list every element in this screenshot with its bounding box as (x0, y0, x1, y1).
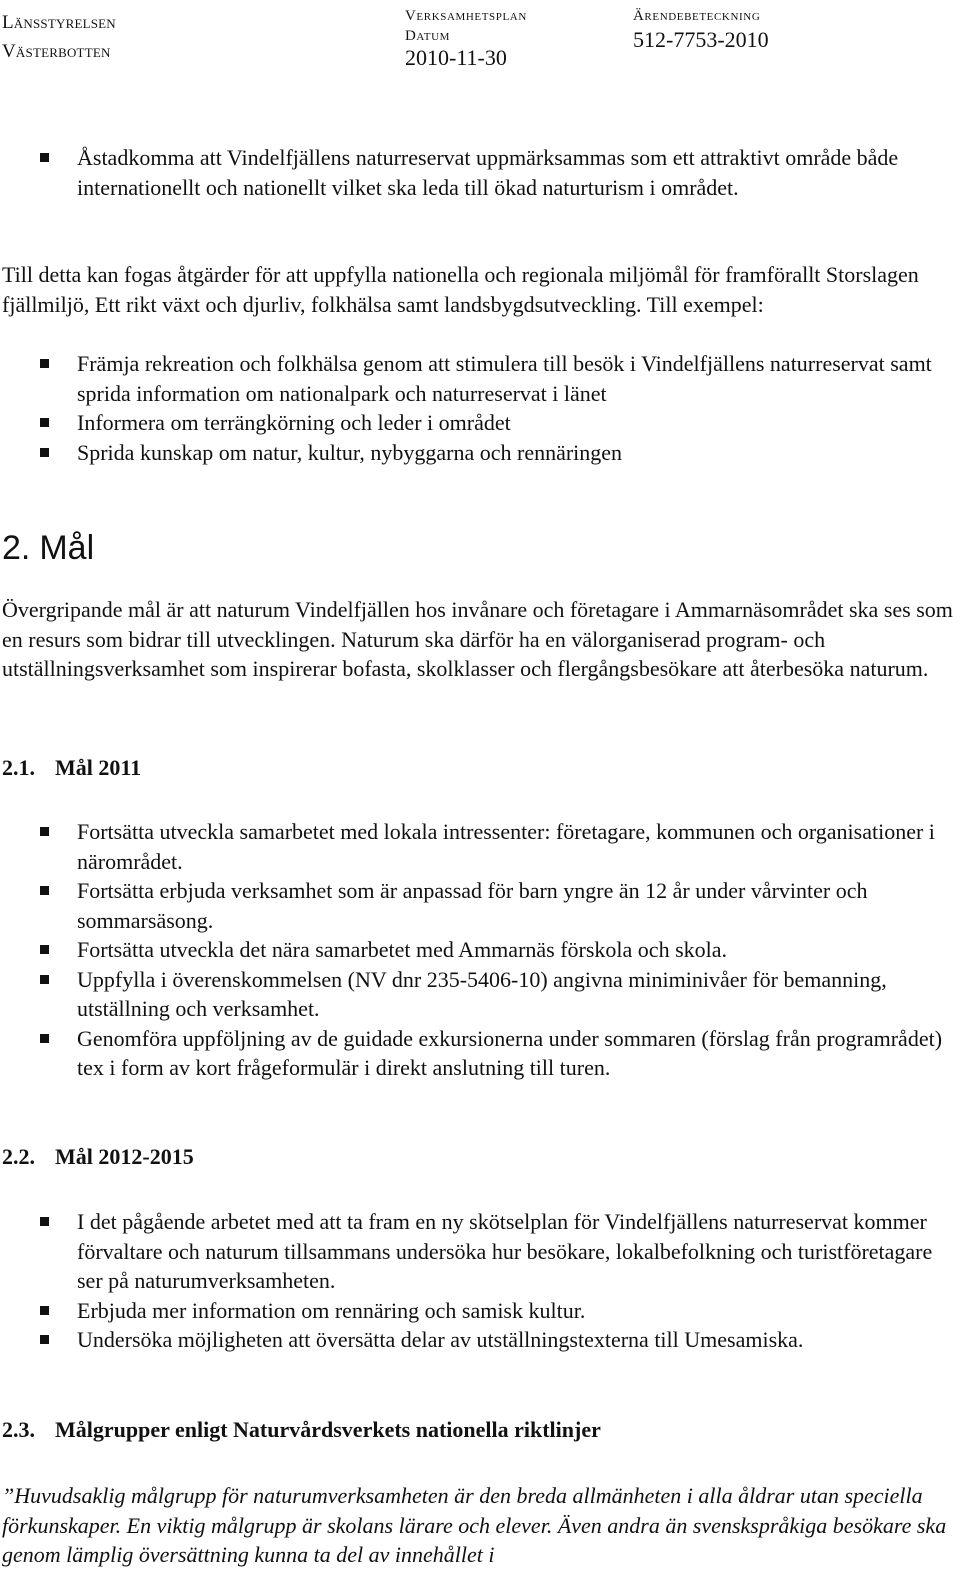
square-bullet-icon (40, 827, 49, 836)
heading-number: 2.1. (2, 755, 35, 780)
goals-2012-2015-list (2, 1207, 958, 1355)
org-line-1: Länsstyrelsen (2, 12, 116, 33)
list-item (2, 876, 958, 935)
date-label: Datum (405, 28, 451, 44)
square-bullet-icon (40, 1034, 49, 1043)
list-item (2, 965, 958, 1024)
list-item-text: Sprida kunskap om natur, kultur, nybyggarna och rennäringen (77, 439, 623, 465)
square-bullet-icon (40, 448, 49, 457)
list-item (2, 349, 958, 408)
list-item (2, 1325, 958, 1355)
square-bullet-icon (40, 153, 49, 162)
square-bullet-icon (40, 1217, 49, 1226)
guideline-quote: ”Huvudsaklig målgrupp för naturumverksamheten är den breda allmänheten i alla åldrar utan speciella förkunskaper. En viktig målgrupp är skolans lärare och elever. Även andra än svenskspråkiga besökare ska genom lämplig översättning kunna ta del av innehållet i (2, 1483, 947, 1567)
org-line-2: Västerbotten (2, 41, 111, 62)
list-item (2, 1207, 958, 1296)
list-item (2, 408, 958, 438)
paragraph-miljomal: Till detta kan fogas åtgärder för att uppfylla nationella och regionala miljömål för framförallt Storslagen fjällmiljö, Ett rikt växt och djurliv, folkhälsa samt landsbygdsutveckling. Till exempel: (2, 262, 919, 317)
section-heading-2-1 (2, 753, 141, 782)
square-bullet-icon (40, 1306, 49, 1315)
doc-type-label: Verksamhetsplan (405, 8, 527, 24)
case-value: 512-7753-2010 (633, 27, 769, 52)
square-bullet-icon (40, 886, 49, 895)
list-item-text: Fortsätta utveckla det nära samarbetet med Ammarnäs förskola och skola. (77, 937, 728, 962)
header-case-info (633, 8, 769, 53)
heading-title: Mål (39, 529, 95, 567)
square-bullet-icon (40, 975, 49, 984)
heading-title: Mål 2011 (55, 755, 142, 780)
list-item (2, 935, 958, 965)
list-item-text: Genomföra uppföljning av de guidade exkursionerna under sommaren (förslag från programrådet) tex i form av kort frågeformulär i direkt anslutning till turen. (77, 1025, 943, 1080)
list-item-text: Undersöka möjligheten att översätta delar av utställningstexterna till Umesamiska. (77, 1327, 804, 1352)
organization-name (2, 8, 116, 66)
list-item-text: Informera om terrängkörning och leder i området (77, 410, 511, 435)
case-label: Ärendebeteckning (633, 8, 761, 24)
section-heading-2-2 (2, 1142, 194, 1171)
list-item (2, 817, 958, 876)
heading-title: Målgrupper enligt Naturvårdsverkets nationella riktlinjer (55, 1417, 601, 1442)
intro-bullet-list (2, 143, 958, 202)
list-item (2, 438, 958, 468)
list-item-text: Åstadkomma att Vindelfjällens naturreservat uppmärksammas som ett attraktivt område både internationellt och nationellt vilket ska leda till ökad naturturism i området. (77, 145, 899, 200)
list-item-text: Erbjuda mer information om rennäring och samisk kultur. (77, 1297, 586, 1323)
section-heading-2-3 (2, 1415, 601, 1444)
goals-2011-list (2, 817, 958, 1083)
list-item-text: Fortsätta erbjuda verksamhet som är anpassad för barn yngre än 12 år under vårvinter och sommarsäsong. (77, 878, 868, 933)
heading-number: 2.3. (2, 1417, 35, 1442)
header-doc-info (405, 8, 527, 71)
list-item (2, 143, 958, 202)
section-heading-2 (2, 528, 94, 568)
list-item-text: Uppfylla i överenskommelsen (NV dnr 235-5406-10) angivna miniminivåer för bemanning, utställning och verksamhet. (77, 966, 887, 1021)
square-bullet-icon (40, 1335, 49, 1344)
list-item-text: I det pågående arbetet med att ta fram en ny skötselplan för Vindelfjällens naturreservat kommer förvaltare och naturum tillsammans undersöka hur besökare, lokalbefolkning och turistföretagare ser på naturumverksamheten. (77, 1209, 933, 1293)
paragraph-mal: Övergripande mål är att naturum Vindelfjällen hos invånare och företagare i Ammarnäsområdet ska ses som en resurs som bidrar till utvecklingen. Naturum ska därför ha en välorganiserad program- och utställningsverksamhet som inspirerar bofasta, skolklasser och flergångsbesökare att återbesöka naturum. (2, 597, 953, 681)
list-item-text: Främja rekreation och folkhälsa genom att stimulera till besök i Vindelfjällens naturreservat samt sprida information om nationalpark och naturreservat i länet (77, 351, 932, 406)
list-item (2, 1296, 958, 1326)
date-value: 2010-11-30 (405, 45, 507, 70)
heading-number: 2. (2, 529, 31, 567)
square-bullet-icon (40, 359, 49, 368)
list-item-text: Fortsätta utveckla samarbetet med lokala intressenter: företagare, kommunen och organisationer i närområdet. (77, 819, 935, 874)
square-bullet-icon (40, 945, 49, 954)
list-item (2, 1024, 958, 1083)
heading-number: 2.2. (2, 1144, 35, 1169)
heading-title: Mål 2012-2015 (55, 1144, 194, 1169)
square-bullet-icon (40, 418, 49, 427)
example-bullet-list (2, 349, 958, 467)
document-header (0, 4, 960, 74)
